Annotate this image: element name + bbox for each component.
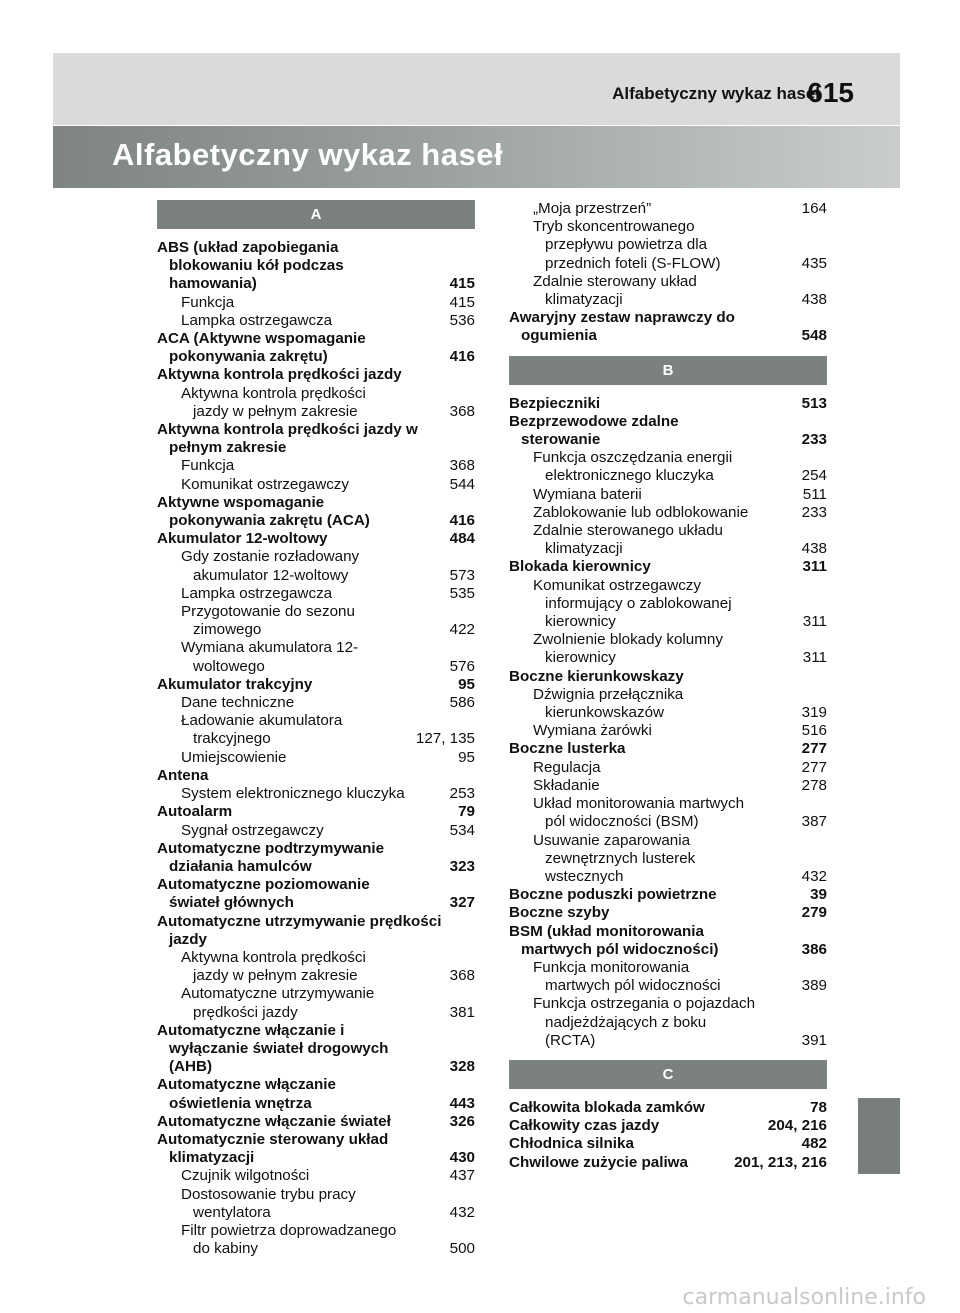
section-spacer: [509, 1089, 827, 1099]
entry-text: Dostosowanie trybu pracy wentylatora: [181, 1185, 356, 1221]
index-entry[interactable]: [509, 668, 827, 686]
entry-text: Przygotowanie do sezonu zimowego: [181, 603, 355, 639]
page-ref[interactable]: 386: [801, 940, 827, 958]
page-ref[interactable]: 326: [449, 1112, 475, 1130]
page-ref[interactable]: 389: [801, 977, 827, 995]
index-subentry[interactable]: [509, 449, 827, 485]
page-ref[interactable]: 95: [458, 748, 475, 766]
page-ref[interactable]: 536: [449, 311, 475, 329]
entry-text: Boczne szyby: [509, 904, 610, 922]
entry-text: Automatyczne podtrzymywanie działania hamulców: [157, 839, 385, 875]
side-tab[interactable]: [858, 1098, 900, 1174]
entry-text: Zdalnie sterowanego układu klimatyzacji: [533, 522, 723, 558]
page-ref[interactable]: 422: [449, 621, 475, 639]
index-entry[interactable]: [509, 740, 827, 758]
section-spacer: [509, 1050, 827, 1060]
index-subentry[interactable]: [157, 749, 475, 767]
index-subentry[interactable]: [509, 759, 827, 777]
index-entry[interactable]: [157, 840, 475, 876]
page-ref[interactable]: 279: [801, 904, 827, 922]
entry-text: Ładowanie akumulatora trakcyjnego: [181, 712, 343, 748]
entry-text: Komunikat ostrzegawczy: [181, 475, 349, 493]
index-entry[interactable]: [157, 913, 475, 949]
entry-text: Dane techniczne: [181, 694, 295, 712]
index-subentry[interactable]: [157, 603, 475, 639]
entry-text: Aktywna kontrola prędkości jazdy: [157, 366, 402, 384]
index-entry[interactable]: [157, 1076, 475, 1112]
entry-text: Całkowity czas jazdy: [509, 1117, 660, 1135]
index-entry[interactable]: [509, 923, 827, 959]
page-ref[interactable]: 443: [449, 1094, 475, 1112]
page-ref[interactable]: 253: [449, 785, 475, 803]
index-entry[interactable]: [509, 309, 827, 345]
entry-text: Aktywna kontrola prędkości jazdy w pełnym zakresie: [181, 948, 366, 985]
page-ref[interactable]: 79: [458, 803, 475, 821]
entry-text: ABS (układ zapobiegania blokowaniu kół podczas hamowania): [157, 239, 344, 293]
index-subentry[interactable]: [157, 694, 475, 712]
page-ref[interactable]: 328: [449, 1058, 475, 1076]
page-ref[interactable]: 278: [801, 776, 827, 794]
index-entry[interactable]: [157, 1022, 475, 1077]
entry-text: Czujnik wilgotności: [181, 1167, 310, 1185]
page-ref[interactable]: 415: [449, 275, 475, 293]
index-entry[interactable]: [157, 876, 475, 912]
entry-text: Awaryjny zestaw naprawczy do ogumienia: [509, 309, 735, 345]
section-spacer: [509, 385, 827, 395]
page-ref[interactable]: 368: [449, 402, 475, 420]
page-ref[interactable]: 438: [801, 540, 827, 558]
entry-text: Automatyczne włączanie oświetlenia wnętrza: [157, 1076, 336, 1112]
index-subentry[interactable]: [509, 995, 827, 1050]
section-spacer: [509, 346, 827, 356]
entry-text: Akumulator 12-woltowy: [157, 530, 328, 548]
entry-text: Automatyczne poziomowanie świateł głównych: [157, 876, 370, 912]
index-column-left: [157, 200, 475, 1258]
entry-text: Antena: [157, 766, 209, 784]
index-entry[interactable]: [157, 530, 475, 548]
index-subentry[interactable]: [509, 504, 827, 522]
page-ref[interactable]: 416: [449, 348, 475, 366]
entry-text: Dźwignia przełącznika kierunkowskazów: [533, 685, 684, 722]
entry-text: Automatyczne utrzymywanie prędkości jazdy: [181, 985, 375, 1021]
page-ref[interactable]: 432: [449, 1203, 475, 1221]
index-entry[interactable]: [509, 886, 827, 904]
page-ref[interactable]: 127, 135: [415, 730, 475, 748]
page-ref[interactable]: 381: [449, 1003, 475, 1021]
index-entry[interactable]: [157, 366, 475, 384]
entry-text: Lampka ostrzegawcza: [181, 584, 333, 602]
entry-text: Składanie: [533, 776, 600, 794]
entry-text: Gdy zostanie rozładowany akumulator 12-woltowy: [181, 548, 360, 584]
index-subentry[interactable]: [509, 200, 827, 218]
page-ref[interactable]: 78: [810, 1098, 827, 1116]
page-ref[interactable]: 576: [449, 657, 475, 675]
page-ref[interactable]: 586: [449, 694, 475, 712]
index-entry[interactable]: [509, 1117, 827, 1135]
page-ref[interactable]: 368: [449, 457, 475, 475]
page-ref[interactable]: 482: [801, 1135, 827, 1153]
index-entry[interactable]: [509, 1154, 827, 1172]
entry-text: Automatycznie sterowany układ klimatyzacji: [157, 1130, 389, 1167]
index-subentry[interactable]: [157, 548, 475, 584]
index-entry[interactable]: [157, 1113, 475, 1131]
index-subentry[interactable]: [157, 476, 475, 494]
page-ref[interactable]: 233: [801, 431, 827, 449]
entry-text: Całkowita blokada zamków: [509, 1098, 705, 1116]
watermark: carmanualsonline.info: [682, 1285, 926, 1310]
page-ref[interactable]: 438: [801, 291, 827, 309]
index-subentry[interactable]: [157, 785, 475, 803]
section-header: B: [509, 356, 827, 385]
index-subentry[interactable]: [509, 722, 827, 740]
index-subentry[interactable]: [509, 522, 827, 558]
page-title: Alfabetyczny wykaz haseł: [112, 137, 504, 172]
page-ref[interactable]: 415: [449, 293, 475, 311]
index-entry[interactable]: [509, 904, 827, 922]
entry-text: System elektronicznego kluczyka: [181, 785, 405, 803]
index-subentry[interactable]: [157, 949, 475, 985]
entry-text: Aktywna kontrola prędkości jazdy w pełnym zakresie: [181, 384, 366, 420]
page-ref[interactable]: 534: [449, 821, 475, 839]
index-entry[interactable]: [157, 239, 475, 294]
index-subentry[interactable]: [157, 985, 475, 1021]
index-entry[interactable]: [157, 1131, 475, 1167]
page-ref[interactable]: 391: [801, 1031, 827, 1049]
index-subentry[interactable]: [509, 577, 827, 632]
index-subentry[interactable]: [509, 486, 827, 504]
index-subentry[interactable]: [157, 1186, 475, 1222]
index-entry[interactable]: [509, 1099, 827, 1117]
entry-text: Wymiana akumulatora 12-woltowego: [181, 639, 359, 675]
entry-text: Wymiana baterii: [533, 485, 642, 503]
entry-text: BSM (układ monitorowania martwych pól widoczności): [509, 922, 719, 958]
index-subentry[interactable]: [157, 1167, 475, 1185]
index-entry[interactable]: [509, 558, 827, 576]
page-ref[interactable]: 39: [810, 886, 827, 904]
index-entry[interactable]: [157, 803, 475, 821]
index-entry[interactable]: [157, 494, 475, 530]
page-ref[interactable]: 311: [802, 649, 827, 667]
page-ref[interactable]: 95: [458, 675, 475, 693]
entry-text: Boczne kierunkowskazy: [509, 667, 684, 685]
page-ref[interactable]: 311: [802, 613, 827, 631]
entry-text: Funkcja monitorowania martwych pól widoczności: [533, 958, 721, 995]
entry-text: Wymiana żarówki: [533, 722, 652, 740]
entry-text: Komunikat ostrzegawczy informujący o zablokowanej kierownicy: [533, 576, 732, 631]
index-subentry[interactable]: [157, 822, 475, 840]
page-ref[interactable]: 535: [449, 584, 475, 602]
entry-text: Sygnał ostrzegawczy: [181, 821, 324, 839]
entry-text: Autoalarm: [157, 803, 233, 821]
entry-text: Chwilowe zużycie paliwa: [509, 1153, 688, 1171]
section-spacer: [157, 229, 475, 239]
index-subentry[interactable]: [509, 832, 827, 887]
page-ref[interactable]: 484: [449, 530, 475, 548]
entry-text: Zwolnienie blokady kolumny kierownicy: [533, 631, 723, 667]
entry-text: Funkcja: [181, 293, 235, 311]
entry-text: Automatyczne utrzymywanie prędkości jazdy: [157, 912, 442, 948]
entry-text: Lampka ostrzegawcza: [181, 311, 333, 329]
entry-text: Bezpieczniki: [509, 394, 601, 412]
index-entry[interactable]: [157, 676, 475, 694]
entry-text: Tryb skoncentrowanego przepływu powietrza dla przednich foteli (S-FLOW): [533, 218, 721, 272]
entry-text: Zablokowanie lub odblokowanie: [533, 503, 749, 521]
index-subentry[interactable]: [157, 385, 475, 421]
index-subentry[interactable]: [509, 218, 827, 273]
entry-text: Filtr powietrza doprowadzanego do kabiny: [181, 1221, 397, 1258]
entry-text: Regulacja: [533, 758, 601, 776]
entry-text: Aktywna kontrola prędkości jazdy w pełnym zakresie: [157, 421, 418, 457]
section-header: C: [509, 1060, 827, 1089]
index-subentry[interactable]: [509, 959, 827, 995]
page-ref[interactable]: 435: [801, 254, 827, 272]
entry-text: Układ monitorowania martwych pól widoczności (BSM): [533, 795, 745, 831]
index-entry[interactable]: [157, 421, 475, 457]
index-subentry[interactable]: [509, 631, 827, 667]
page-ref[interactable]: 233: [801, 503, 827, 521]
index-subentry[interactable]: [157, 639, 475, 675]
index-entry[interactable]: [157, 330, 475, 366]
section-header: A: [157, 200, 475, 229]
index-entry[interactable]: [509, 395, 827, 413]
entry-text: Usuwanie zaparowania zewnętrznych lusterek wstecznych: [533, 831, 696, 885]
page-ref[interactable]: 544: [449, 475, 475, 493]
entry-text: Automatyczne włączanie i wyłączanie świateł drogowych (AHB): [157, 1021, 389, 1076]
index-subentry[interactable]: [509, 795, 827, 831]
page-ref[interactable]: 254: [801, 467, 827, 485]
entry-text: Funkcja: [181, 457, 235, 475]
page-ref[interactable]: 437: [449, 1167, 475, 1185]
page-ref[interactable]: 573: [449, 566, 475, 584]
page-ref[interactable]: 277: [801, 740, 827, 758]
index-subentry[interactable]: [157, 1222, 475, 1258]
page-ref[interactable]: 323: [449, 857, 475, 875]
entry-text: ACA (Aktywne wspomaganie pokonywania zakrętu): [157, 330, 366, 366]
page-ref[interactable]: 511: [802, 485, 827, 503]
entry-text: Zdalnie sterowany układ klimatyzacji: [533, 272, 697, 309]
entry-text: Funkcja oszczędzania energii elektronicznego kluczyka: [533, 449, 733, 485]
index-subentry[interactable]: [157, 585, 475, 603]
entry-text: Funkcja ostrzegania o pojazdach nadjeżdżających z boku (RCTA): [533, 995, 756, 1049]
index-entry[interactable]: [157, 767, 475, 785]
page-ref[interactable]: 513: [801, 394, 827, 412]
page-ref[interactable]: 201, 213, 216: [734, 1153, 827, 1171]
index-column-right: [509, 200, 827, 1172]
page-ref[interactable]: 387: [801, 813, 827, 831]
index-subentry[interactable]: [157, 712, 475, 748]
page-number: 615: [807, 77, 854, 108]
index-subentry[interactable]: [509, 686, 827, 722]
page-ref[interactable]: 319: [801, 704, 827, 722]
page-ref[interactable]: 516: [801, 722, 827, 740]
page-ref[interactable]: 368: [449, 967, 475, 985]
entry-text: „Moja przestrzeń”: [533, 200, 652, 217]
entry-text: Chłodnica silnika: [509, 1135, 634, 1153]
index-subentry[interactable]: [509, 777, 827, 795]
index-subentry[interactable]: [157, 312, 475, 330]
entry-text: Blokada kierownicy: [509, 558, 651, 576]
entry-text: Umiejscowienie: [181, 748, 287, 766]
page-ref[interactable]: 327: [449, 894, 475, 912]
header-title: Alfabetyczny wykaz haseł: [612, 84, 820, 103]
page-ref[interactable]: 277: [801, 758, 827, 776]
index-subentry[interactable]: [157, 294, 475, 312]
index-subentry[interactable]: [157, 457, 475, 475]
page-ref[interactable]: 430: [449, 1149, 475, 1167]
index-entry[interactable]: [509, 413, 827, 449]
page-ref[interactable]: 164: [801, 200, 827, 217]
page-ref[interactable]: 416: [449, 512, 475, 530]
index-subentry[interactable]: [509, 273, 827, 309]
page-ref[interactable]: 204, 216: [767, 1117, 827, 1135]
index-entry[interactable]: [509, 1135, 827, 1153]
page-ref[interactable]: 548: [801, 327, 827, 345]
entry-text: Boczne poduszki powietrzne: [509, 886, 717, 904]
entry-text: Automatyczne włączanie świateł: [157, 1112, 391, 1130]
entry-text: Akumulator trakcyjny: [157, 675, 313, 693]
page-ref[interactable]: 432: [801, 867, 827, 885]
entry-text: Aktywne wspomaganie pokonywania zakrętu (ACA): [157, 493, 370, 530]
entry-text: Bezprzewodowe zdalne sterowanie: [509, 412, 679, 449]
page-ref[interactable]: 311: [802, 558, 827, 576]
page-ref[interactable]: 500: [449, 1240, 475, 1258]
entry-text: Boczne lusterka: [509, 740, 626, 758]
